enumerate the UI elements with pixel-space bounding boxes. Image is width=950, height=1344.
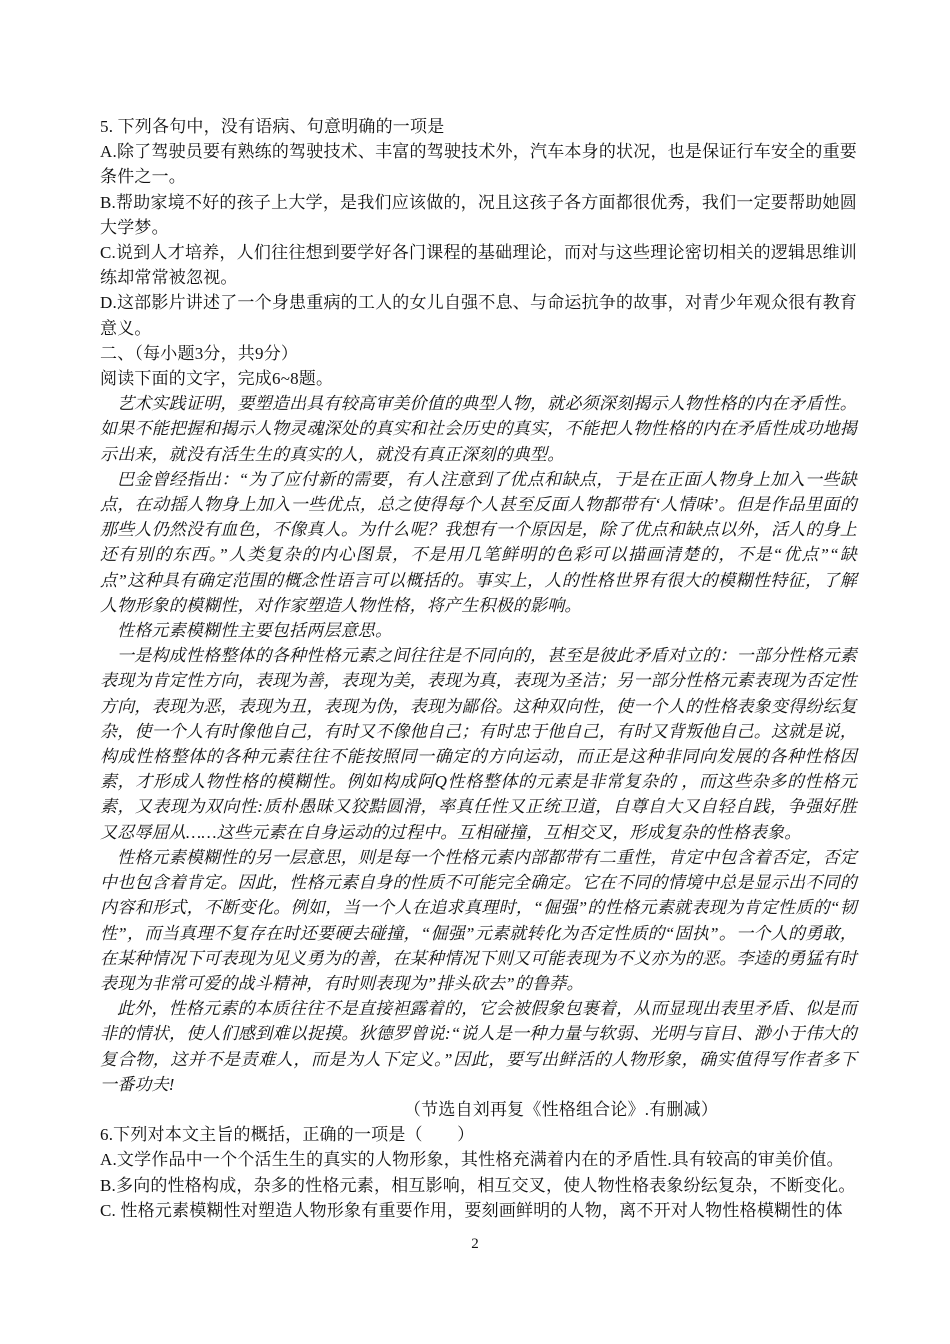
passage-paragraph-4: 一是构成性格整体的各种性格元素之间往往是不同向的，甚至是彼此矛盾对立的：一部分性格元素表现为肯定性方向，表现为善，表现为美，表现为真，表现为圣洁；另一部分性格元素表现为否定性方向，表现为恶，表现为丑，表现为伪，表现为鄙俗。这种双向性，使一个人的性格表象变得纷纭复杂，使一个人有时像他自己，有时又不像他自己；有时忠于他自己，有时又背叛他自己。这就是说，构成性格整体的各种元素往往不能按照同一确定的方向运动，而正是这种非同向发展的各种性格因素，才形成人物性格的模糊性。例如构成阿Q性格整体的元素是非常复杂的 ，而这些杂多的性格元素，又表现为双向性:质朴愚昧又狡黠圆滑，率真任性又正统卫道，自尊自大又自轻自践，争强好胜又忍辱屈从……这些元素在自身运动的过程中。互相碰撞，互相交叉，形成复杂的性格表象。: [100, 646, 857, 842]
passage-paragraph-1: 艺术实践证明，要塑造出具有较高审美价值的典型人物，就必须深刻揭示人物性格的内在矛盾性。如果不能把握和揭示人物灵魂深处的真实和社会历史的真实，不能把人物性格的内在矛盾性成功地揭示出来，就没有活生生的真实的人，就没有真正深刻的典型。: [100, 394, 857, 464]
passage-paragraph-3: 性格元素模糊性主要包括两层意思。: [117, 621, 393, 641]
question5-option-d: D.这部影片讲述了一个身患重病的工人的女儿自强不息、与命运抗争的故事，对青少年观众很有教育意义。: [100, 293, 857, 338]
page-number: 2: [471, 1236, 479, 1252]
passage-source: （节选自刘再复《性格组合论》.有删减）: [403, 1099, 719, 1119]
question5-option-a: A.除了驾驶员要有熟练的驾驶技术、丰富的驾驶技术外，汽车本身的状况，也是保证行车安全的重要条件之一。: [100, 142, 857, 187]
page-content: [100, 114, 857, 1223]
passage-paragraph-6: 此外，性格元素的本质往往不是直接袒露着的，它会被假象包裹着，从而显现出表里矛盾、似是而非的情状，使人们感到难以捉摸。狄德罗曾说:“说人是一种力量与软弱、光明与盲目、渺小于伟大的复合物，这并不是责难人，而是为人下定义。”因此，要写出鲜活的人物形象，确实值得写作者多下一番功夫!: [100, 999, 857, 1094]
section-two-heading: 二、（每小题3分，共9分）: [100, 343, 299, 363]
question6-option-c: C. 性格元素模糊性对塑造人物形象有重要作用，要刻画鲜明的人物，离不开对人物性格模糊性的体: [100, 1200, 843, 1220]
question5-option-b: B.帮助家境不好的孩子上大学，是我们应该做的，况且这孩子各方面都很优秀，我们一定要帮助她圆大学梦。: [100, 192, 857, 237]
reading-passage: [100, 391, 857, 1122]
question6-stem: 6.下列对本文主旨的概括，正确的一项是（ ）: [100, 1125, 475, 1145]
question6-option-b: B.多向的性格构成，杂多的性格元素，相互影响，相互交叉，使人物性格表象纷纭复杂，不断变化。: [100, 1175, 856, 1195]
question6-option-a: A.文学作品中一个个活生生的真实的人物形象，其性格充满着内在的矛盾性.具有较高的审美价值。: [100, 1150, 844, 1170]
reading-instruction: 阅读下面的文字，完成6~8题。: [100, 369, 334, 389]
passage-paragraph-2: 巴金曾经指出：“为了应付新的需要，有人注意到了优点和缺点，于是在正面人物身上加入一些缺点，在动摇人物身上加入一些优点，总之使得每个人甚至反面人物都带有‘人情味’。但是作品里面的那些人仍然没有血色，不像真人。为什么呢？我想有一个原因是，除了优点和缺点以外，活人的身上还有别的东西。”人类复杂的内心图景，不是用几笔鲜明的色彩可以描画清楚的，不是“优点”“缺点”这种具有确定范围的概念性语言可以概括的。事实上，人的性格世界有很大的模糊性特征，了解人物形象的模糊性，对作家塑造人物性格，将产生积极的影响。: [100, 469, 857, 615]
passage-paragraph-5: 性格元素模糊性的另一层意思，则是每一个性格元素内部都带有二重性，肯定中包含着否定，否定中也包含着肯定。因此，性格元素自身的性质不可能完全确定。它在不同的情境中总是显示出不同的内容和形式，不断变化。例如，当一个人在追求真理时，“倔强”的性格元素就表现为肯定性质的“韧性”，而当真理不复存在时还要硬去碰撞，“倔强”元素就转化为否定性质的“固执”。一个人的勇敢，在某种情况下可表现为见义勇为的善，在某种情况下则又可能表现为不义亦为的恶。李逵的勇猛有时表现为非常可爱的战斗精神，有时则表现为”排头砍去”的鲁莽。: [100, 847, 857, 993]
question5-option-c: C.说到人才培养，人们往往想到要学好各门课程的基础理论，而对与这些理论密切相关的逻辑思维训练却常常被忽视。: [100, 243, 857, 288]
question5-stem: 5. 下列各句中，没有语病、句意明确的一项是: [100, 117, 445, 136]
